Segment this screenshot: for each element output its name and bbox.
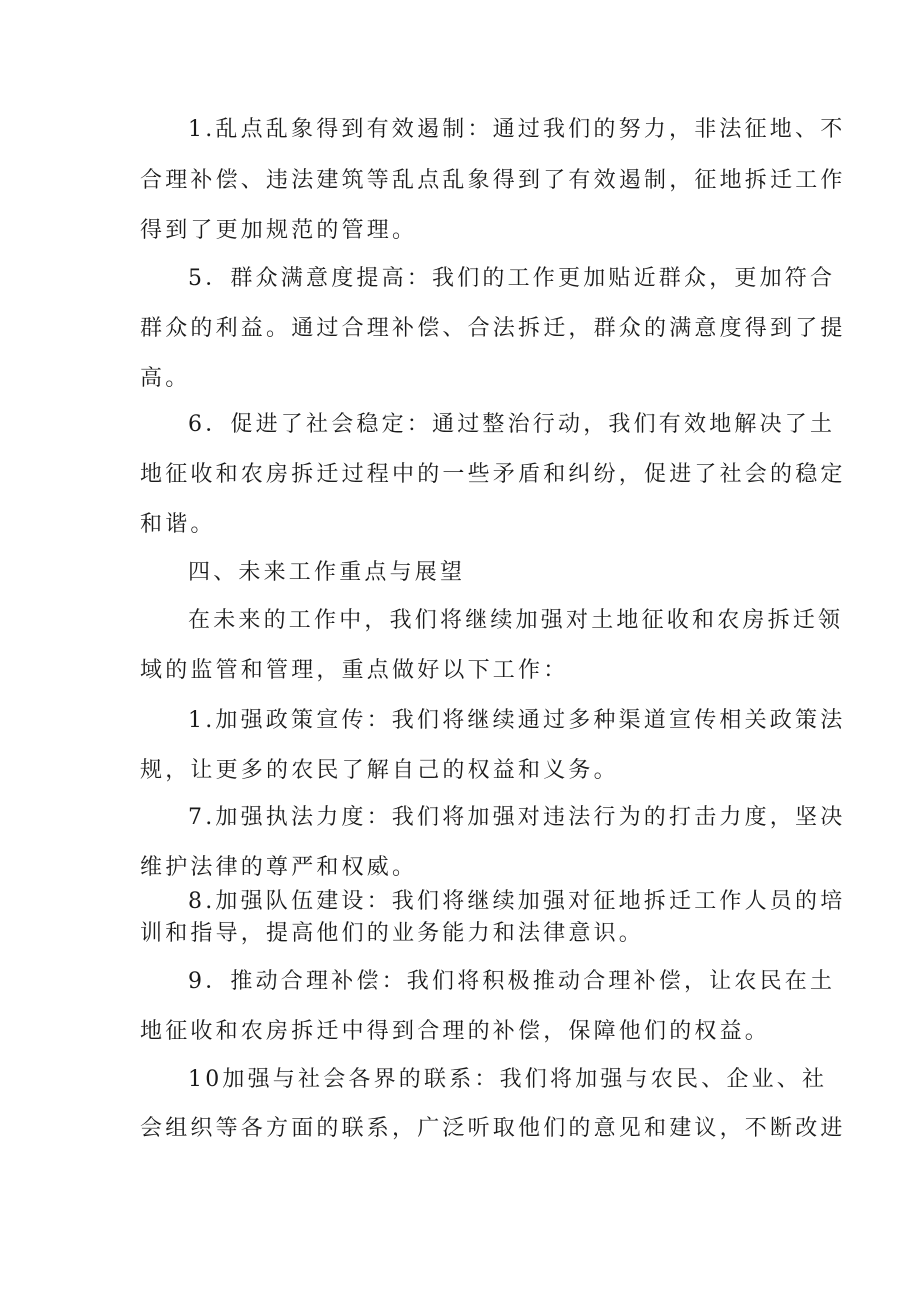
text-line: 在未来的工作中，我们将继续加强对土地征收和农房拆迁领 bbox=[188, 608, 844, 633]
text-line: 7.加强执法力度：我们将加强对违法行为的打击力度，坚决 bbox=[188, 805, 846, 830]
section-heading: 四、未来工作重点与展望 bbox=[188, 560, 466, 585]
text-line: 维护法律的尊严和权威。 bbox=[140, 855, 418, 880]
text-line: 9．推动合理补偿：我们将积极推动合理补偿，让农民在土 bbox=[188, 969, 836, 994]
text-line: 群众的利益。通过合理补偿、合法拆迁，群众的满意度得到了提 bbox=[140, 316, 846, 341]
text-line: 高。 bbox=[140, 366, 191, 391]
text-line: 10加强与社会各界的联系：我们将加强与农民、企业、社 bbox=[188, 1067, 828, 1092]
text-line: 训和指导，提高他们的业务能力和法律意识。 bbox=[140, 921, 645, 946]
text-line: 地征收和农房拆迁过程中的一些矛盾和纠纷，促进了社会的稳定 bbox=[140, 462, 846, 487]
text-line: 1.乱点乱象得到有效遏制：通过我们的努力，非法征地、不 bbox=[188, 117, 846, 142]
text-line: 6．促进了社会稳定：通过整治行动，我们有效地解决了土 bbox=[188, 412, 836, 437]
text-line: 会组织等各方面的联系，广泛听取他们的意见和建议，不断改进 bbox=[140, 1116, 846, 1141]
text-line: 地征收和农房拆迁中得到合理的补偿，保障他们的权益。 bbox=[140, 1019, 771, 1044]
text-line: 合理补偿、违法建筑等乱点乱象得到了有效遏制，征地拆迁工作 bbox=[140, 168, 846, 193]
text-line: 规，让更多的农民了解自己的权益和义务。 bbox=[140, 758, 619, 783]
text-line: 和谐。 bbox=[140, 512, 216, 537]
text-line: 8.加强队伍建设：我们将继续加强对征地拆迁工作人员的培 bbox=[188, 889, 846, 914]
text-line: 得到了更加规范的管理。 bbox=[140, 218, 418, 243]
text-line: 域的监管和管理，重点做好以下工作： bbox=[140, 658, 569, 683]
text-line: 1.加强政策宣传：我们将继续通过多种渠道宣传相关政策法 bbox=[188, 708, 846, 733]
text-line: 5．群众满意度提高：我们的工作更加贴近群众，更加符合 bbox=[188, 266, 836, 291]
